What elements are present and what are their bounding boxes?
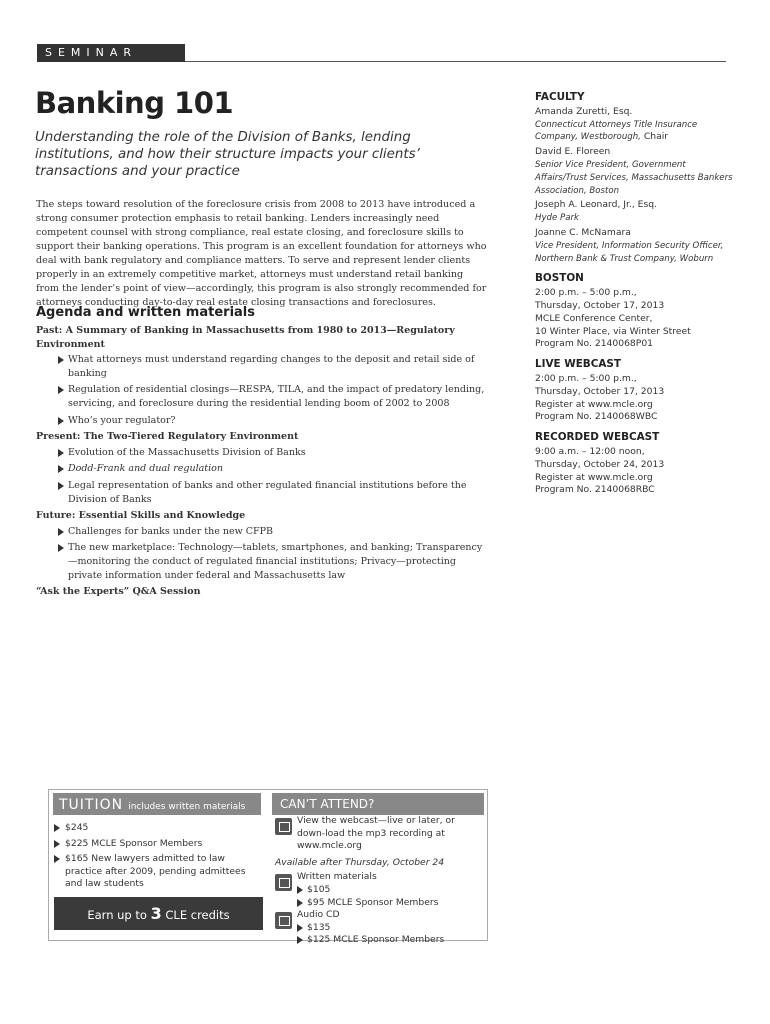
tuition-band: TUITION includes written materials <box>53 793 261 815</box>
live-webcast-section: LIVE WEBCAST 2:00 p.m. – 5:00 p.m., Thursday, October 17, 2013 Register at www.mcle.org Program No. 2140068WBC <box>535 358 735 424</box>
bullet-arrow-icon <box>297 886 303 894</box>
bullet-arrow-icon <box>58 386 64 394</box>
faculty-member: Joseph A. Leonard, Jr., Esq. Hyde Park <box>535 199 658 224</box>
agenda-closing: “Ask the Experts” Q&A Session <box>36 586 201 598</box>
list-item: Legal representation of banks and other regulated financial institutions before the Division of Banks <box>36 479 488 506</box>
audio-cd-option: Audio CD $135 $125 MCLE Sponsor Members <box>275 909 485 947</box>
boston-heading: BOSTON <box>535 272 584 285</box>
boston-section: BOSTON 2:00 p.m. – 5:00 p.m., Thursday, October 17, 2013 MCLE Conference Center, 10 Winter Place, via Winter Street Program No. 2140068P01 <box>535 272 735 351</box>
seminar-band <box>37 44 185 62</box>
agenda-past-heading: Past: A Summary of Banking in Massachusetts from 1980 to 2013—Regulatory Environment <box>36 325 455 350</box>
bullet-arrow-icon <box>58 356 64 364</box>
faculty-member: David E. Floreen Senior Vice President, Government Affairs/Trust Services, Massachusetts Bankers Association, Boston <box>535 146 733 196</box>
recorded-webcast-heading: RECORDED WEBCAST <box>535 431 660 444</box>
faculty-heading: FACULTY <box>535 91 585 103</box>
bullet-arrow-icon <box>58 482 64 490</box>
faculty-member: Joanne C. McNamara Vice President, Information Security Officer, Northern Bank & Trust Company, Woburn <box>535 226 724 264</box>
list-item: $135 <box>297 922 485 935</box>
intro-paragraph: The steps toward resolution of the foreclosure crisis from 2008 to 2013 have introduced a strong consumer protection emphasis to retail banking. Lenders increasingly need competent counsel with strong compliance, real estate closing, and foreclosure skills to support their banking operations. This program is an excellent foundation for attorneys who deal with bank regulatory and compliance matters. To serve and represent lender clients properly in an extremely competitive market, attorneys must understand retail banking from the lender’s point of view—accordingly, this program is also strongly recommended for attorneys conducting day-to-day real estate closing transactions and foreclosures. <box>36 199 487 308</box>
agenda-list <box>36 324 488 599</box>
tuition-list <box>54 822 264 894</box>
list-item: The new marketplace: Technology—tablets, smartphones, and banking; Transparency—monitoring the conduct of regulated financial institutions; Privacy—protecting private information under federal and Massachusetts law <box>36 541 488 582</box>
bullet-arrow-icon <box>54 855 60 863</box>
bullet-arrow-icon <box>58 528 64 536</box>
list-item: $225 MCLE Sponsor Members <box>54 838 264 851</box>
bullet-arrow-icon <box>58 544 64 552</box>
written-materials-option: Written materials $105 $95 MCLE Sponsor Members <box>275 871 485 909</box>
agenda-heading: Agenda and written materials <box>36 305 255 320</box>
page-title: Banking 101 <box>35 86 234 120</box>
computer-icon <box>275 818 292 835</box>
faculty-section <box>535 91 735 265</box>
list-item: Challenges for banks under the new CFPB <box>36 525 488 539</box>
recorded-webcast-section: RECORDED WEBCAST 9:00 a.m. – 12:00 noon, Thursday, October 24, 2013 Register at www.mcle.org Program No. 2140068RBC <box>535 431 735 497</box>
list-item: $165 New lawyers admitted to law practice after 2009, pending admittees and law students <box>54 853 264 891</box>
live-webcast-heading: LIVE WEBCAST <box>535 358 621 371</box>
list-item: $245 <box>54 822 264 835</box>
agenda-present-heading: Present: The Two-Tiered Regulatory Environment <box>36 431 299 443</box>
headphones-icon <box>275 912 292 929</box>
seminar-label: SEMINAR <box>45 46 138 59</box>
header-rule <box>185 61 726 62</box>
cle-credits-banner: Earn up to 3 CLE credits <box>54 897 263 930</box>
cant-attend-band: CAN’T ATTEND? <box>272 793 484 815</box>
agenda-future-heading: Future: Essential Skills and Knowledge <box>36 510 246 522</box>
list-item: Evolution of the Massachusetts Division of Banks <box>36 446 488 460</box>
sidebar-info <box>535 91 735 504</box>
bullet-arrow-icon <box>297 936 303 944</box>
faculty-member: Amanda Zuretti, Esq. Connecticut Attorneys Title Insurance Company, Westborough, Chair <box>535 105 698 143</box>
list-item: What attorneys must understand regarding changes to the deposit and retail side of banking <box>36 353 488 380</box>
bullet-arrow-icon <box>54 840 60 848</box>
bullet-arrow-icon <box>58 417 64 425</box>
availability-note: Available after Thursday, October 24 <box>275 856 445 868</box>
bullet-arrow-icon <box>58 465 64 473</box>
cant-attend-section <box>275 815 485 947</box>
list-item: Regulation of residential closings—RESPA, TILA, and the impact of predatory lending, servicing, and foreclosure during the residential lending boom of 2002 to 2008 <box>36 383 488 410</box>
webcast-option: View the webcast—live or later, or down-load the mp3 recording at www.mcle.org <box>275 815 485 853</box>
list-item: $95 MCLE Sponsor Members <box>297 897 485 910</box>
bullet-arrow-icon <box>297 924 303 932</box>
list-item: Dodd-Frank and dual regulation <box>36 462 488 476</box>
bullet-arrow-icon <box>58 449 64 457</box>
list-item: $105 <box>297 884 485 897</box>
list-item: $125 MCLE Sponsor Members <box>297 934 485 947</box>
page-subtitle: Understanding the role of the Division of Banks, lending institutions, and how their structure impacts your clients’ transactions and your practice <box>35 130 420 179</box>
bullet-arrow-icon <box>54 824 60 832</box>
document-icon <box>275 874 292 891</box>
bullet-arrow-icon <box>297 899 303 907</box>
list-item: Who’s your regulator? <box>36 414 488 428</box>
